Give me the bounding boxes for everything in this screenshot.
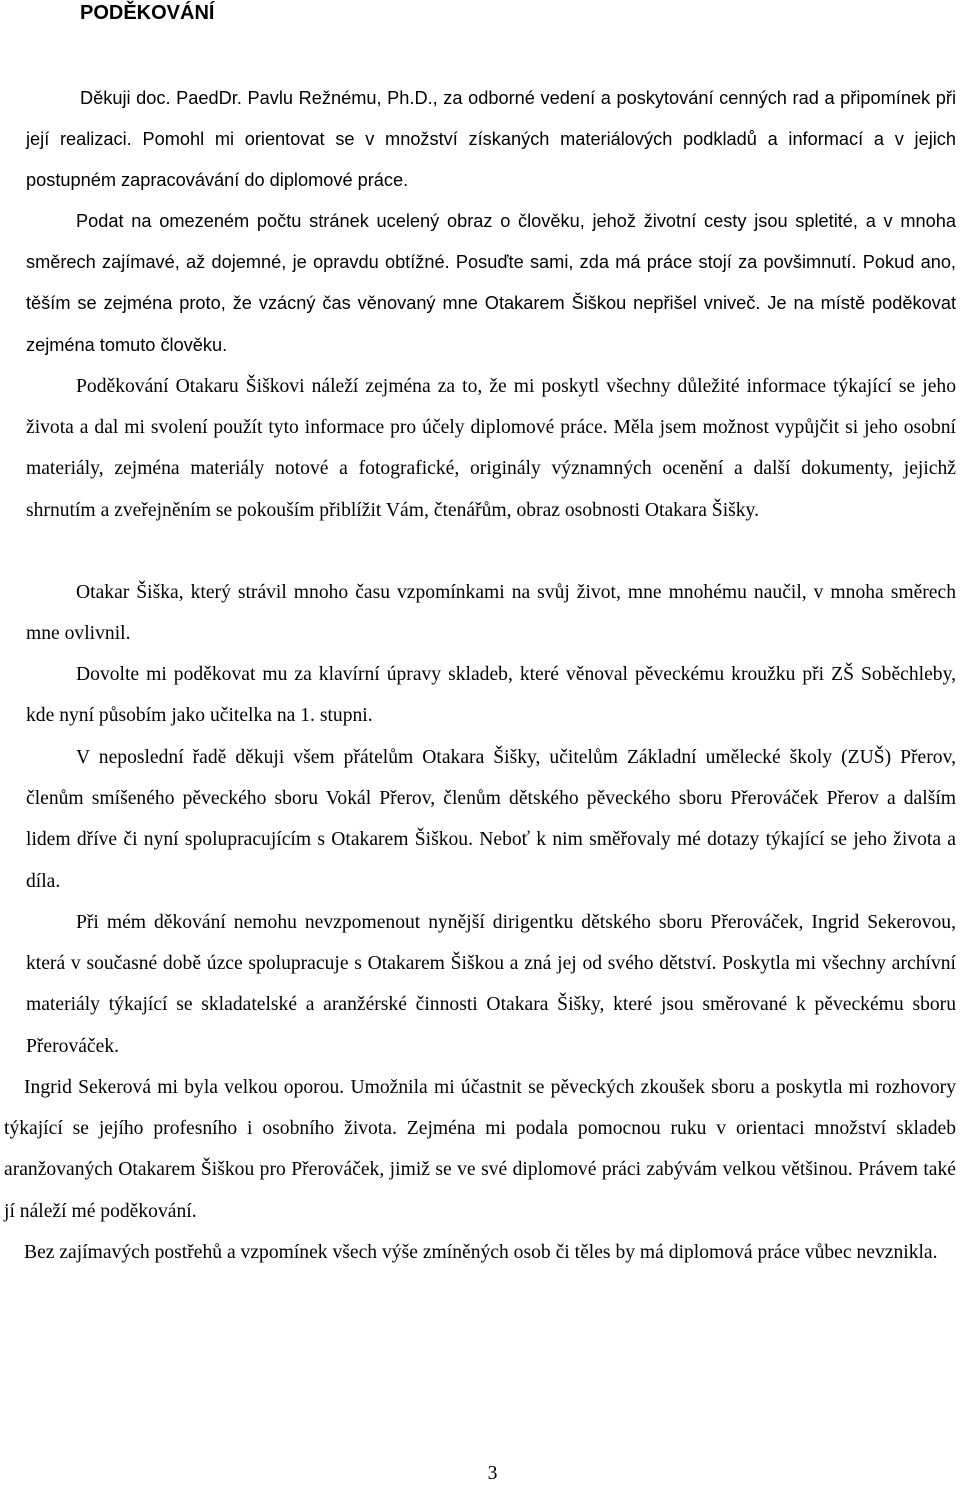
paragraph-4: Otakar Šiška, který strávil mnoho času vzpomínkami na svůj život, mne mnohému naučil, v mnoha směrech mne ovlivnil. [26,582,956,645]
paragraph-3: Poděkování Otakaru Šiškovi náleží zejména za to, že mi poskytl všechny důležité informace týkající se jeho života a dal mi svolení použít tyto informace pro účely diplomové práce. Měla jsem možnost vypůjčit si jeho osobní materiály, zejména materiály notové a fotografické, originály významných ocenění a další dokumenty, jejichž shrnutím a zveřejněním se pokouším přiblížit Vám, čtenářům, obraz osobnosti Otakara Šišky. [26,376,956,521]
paragraph-7: Při mém děkování nemohu nevzpomenout nynější dirigentku dětského sboru Přerováček, Ingrid Sekerovou, která v současné době úzce spolupracuje s Otakarem Šiškou a zná jej od svého dětství. Poskytla mi všechny archívní materiály týkající se skladatelské a aranžérské činnosti Otakara Šišky, které jsou směrované k pěveckému sboru Přerováček. [26,912,956,1057]
paragraph-2: Podat na omezeném počtu stránek ucelený obraz o člověku, jehož životní cesty jsou spletité, a v mnoha směrech zajímavé, až dojemné, je opravdu obtížné. Posuďte sami, zda má práce stojí za povšimnutí. Pokud ano, těším se zejména proto, že vzácný čas věnovaný mne Otakarem Šiškou nepřišel vniveč. Je na místě poděkovat zejména tomuto člověku. [26,211,956,355]
paragraph-8: Ingrid Sekerová mi byla velkou oporou. Umožnila mi účastnit se pěveckých zkoušek sboru a poskytla mi rozhovory týkající se jejího profesního i osobního života. Zejména mi podala pomocnou ruku v orientaci množství skladeb aranžovaných Otakarem Šiškou pro Přerováček, jimiž se ve své diplomové práci zabývám velkou většinou. Právem také jí náleží mé poděkování. [4,1077,956,1222]
paragraph-6: V neposlední řadě děkuji všem přátelům Otakara Šišky, učitelům Základní umělecké školy (ZUŠ) Přerov, členům smíšeného pěveckého sboru Vokál Přerov, členům dětského pěveckého sboru Přerováček Přerov a dalším lidem dříve či nyní spolupracujícím s Otakarem Šiškou. Neboť k nim směřovaly mé dotazy týkající se jeho života a díla. [26,747,956,892]
paragraph-5: Dovolte mi poděkovat mu za klavírní úpravy skladeb, které věnoval pěveckému kroužku při ZŠ Soběchleby, kde nyní působím jako učitelka na 1. stupni. [26,664,956,727]
paragraph-1: Děkuji doc. PaedDr. Pavlu Režnému, Ph.D., za odborné vedení a poskytování cenných rad a připomínek při její realizaci. Pomohl mi orientovat se v množství získaných materiálových podkladů a informací a v jejich postupném zapracovávání do diplomové práce. [26,88,956,191]
paragraph-9: Bez zajímavých postřehů a vzpomínek všech výše zmíněných osob či těles by má diplomová práce vůbec nevznikla. [24,1242,938,1263]
page-title: PODĚKOVÁNÍ [80,2,215,24]
page-number: 3 [487,1463,498,1484]
